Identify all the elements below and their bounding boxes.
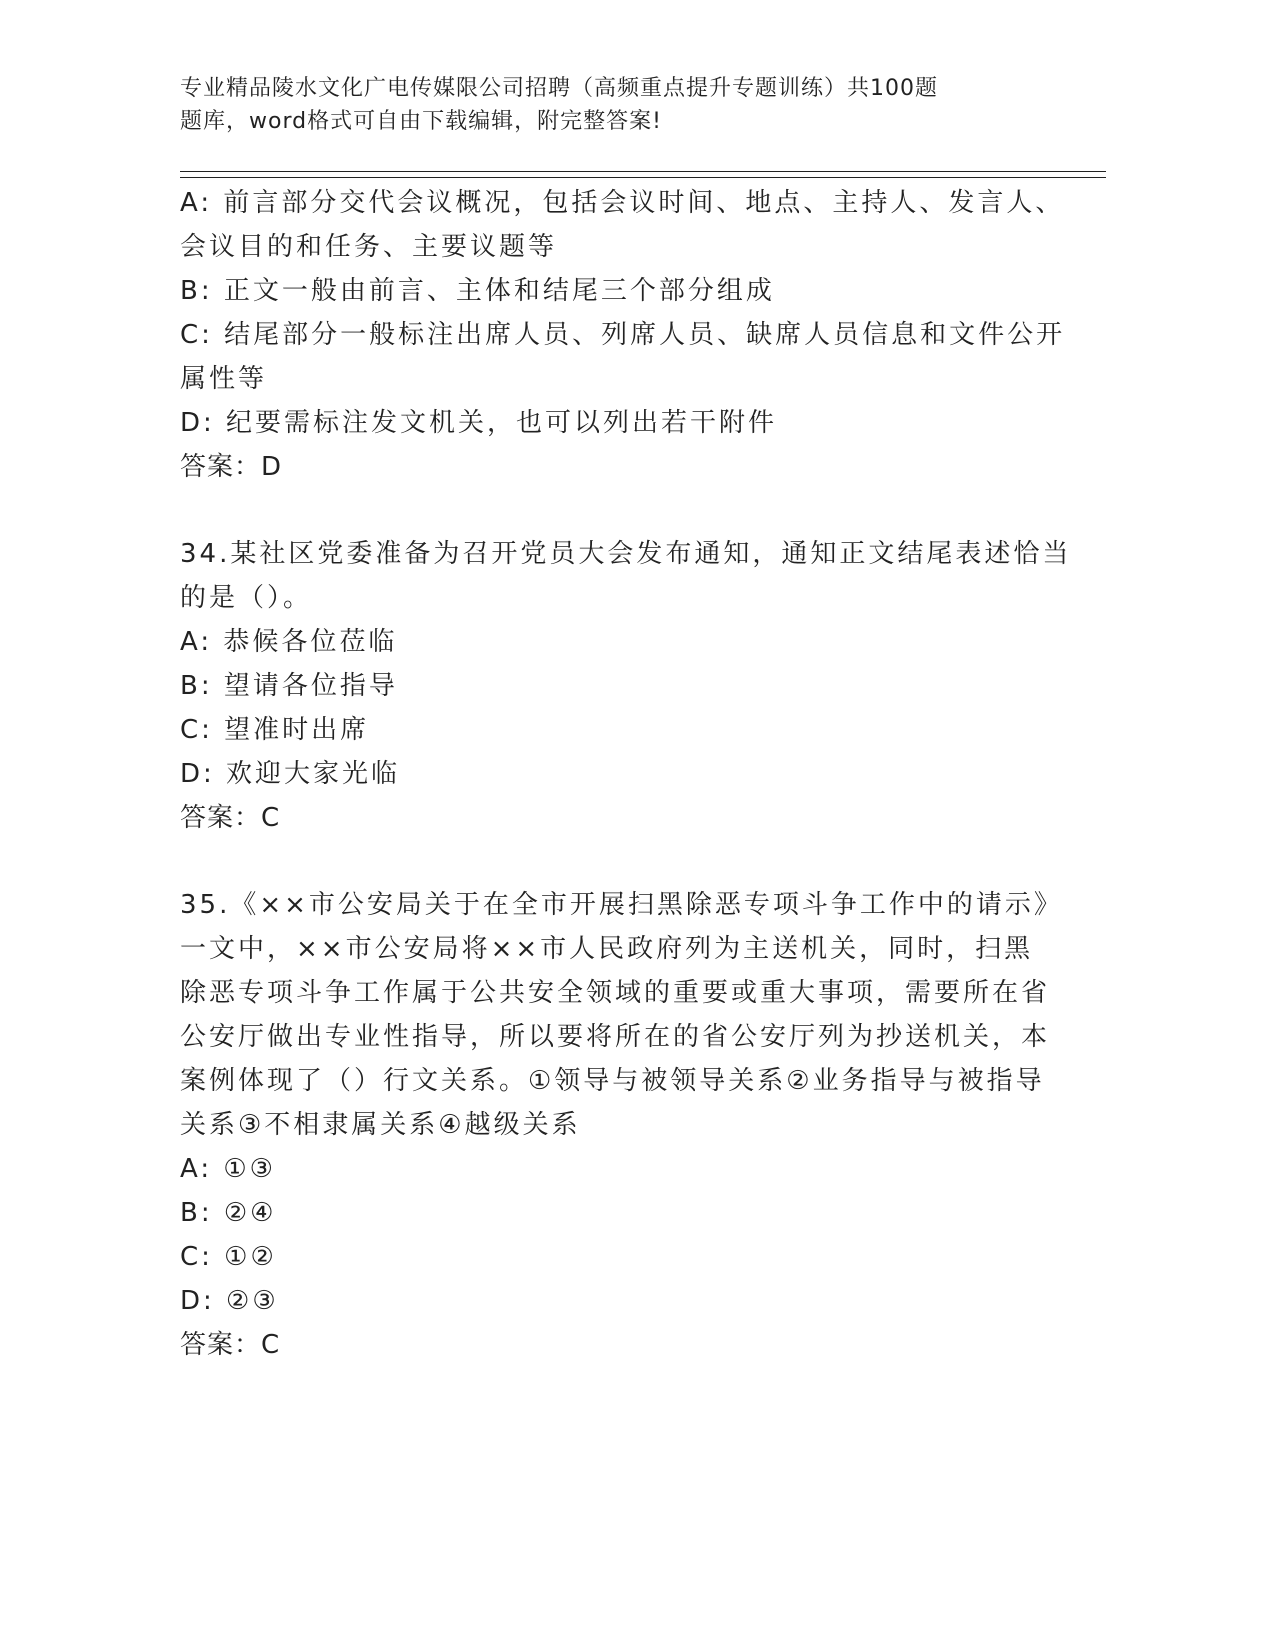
question-35	[180, 883, 1063, 1367]
question-33-tail	[180, 181, 1066, 489]
answer: 答案：C	[180, 803, 281, 833]
option-b: B: 望请各位指导	[180, 671, 398, 701]
document-header	[180, 72, 980, 138]
spacer	[180, 489, 1040, 532]
header-title-line-1: 专业精品陵水文化广电传媒限公司招聘（高频重点提升专题训练）共100题	[180, 76, 938, 101]
question-34	[180, 532, 1072, 840]
header-divider-bottom	[180, 177, 1106, 178]
option-c-line-2: 属性等	[180, 364, 268, 394]
option-a-line-2: 会议目的和任务、主要议题等	[180, 232, 558, 262]
question-stem-line-4: 公安厅做出专业性指导，所以要将所在的省公安厅列为抄送机关，本	[180, 1022, 1051, 1052]
option-d: D: ②③	[180, 1286, 279, 1316]
option-a: A: 恭候各位莅临	[180, 627, 398, 657]
option-a-line-1: A: 前言部分交代会议概况，包括会议时间、地点、主持人、发言人、	[180, 188, 1065, 218]
option-d: D: 欢迎大家光临	[180, 759, 401, 789]
option-c: C: ①②	[180, 1242, 277, 1272]
question-list	[180, 181, 1072, 1367]
option-d: D: 纪要需标注发文机关，也可以列出若干附件	[180, 408, 778, 438]
option-b: B: ②④	[180, 1198, 277, 1228]
answer: 答案：D	[180, 452, 283, 482]
question-stem-line-3: 除恶专项斗争工作属于公共安全领域的重要或重大事项，需要所在省	[180, 978, 1051, 1008]
question-stem-line-6: 关系③不相隶属关系④越级关系	[180, 1110, 581, 1140]
option-c-line-1: C: 结尾部分一般标注出席人员、列席人员、缺席人员信息和文件公开	[180, 320, 1066, 350]
question-stem-line-2: 一文中，××市公安局将××市人民政府列为主送机关，同时，扫黑	[180, 934, 1034, 964]
option-b: B: 正文一般由前言、主体和结尾三个部分组成	[180, 276, 775, 306]
option-c: C: 望准时出席	[180, 715, 370, 745]
question-stem-line-1: 35.《××市公安局关于在全市开展扫黑除恶专项斗争工作中的请示》	[180, 890, 1063, 920]
header-divider-top	[180, 171, 1106, 172]
question-stem-line-2: 的是（）。	[180, 583, 313, 613]
header-title-line-2: 题库，word格式可自由下载编辑，附完整答案!	[180, 109, 662, 134]
question-stem-line-1: 34.某社区党委准备为召开党员大会发布通知，通知正文结尾表述恰当	[180, 539, 1072, 569]
answer: 答案：C	[180, 1330, 281, 1360]
question-stem-line-5: 案例体现了（）行文关系。①领导与被领导关系②业务指导与被指导	[180, 1066, 1045, 1096]
spacer	[180, 840, 1040, 883]
option-a: A: ①③	[180, 1154, 276, 1184]
